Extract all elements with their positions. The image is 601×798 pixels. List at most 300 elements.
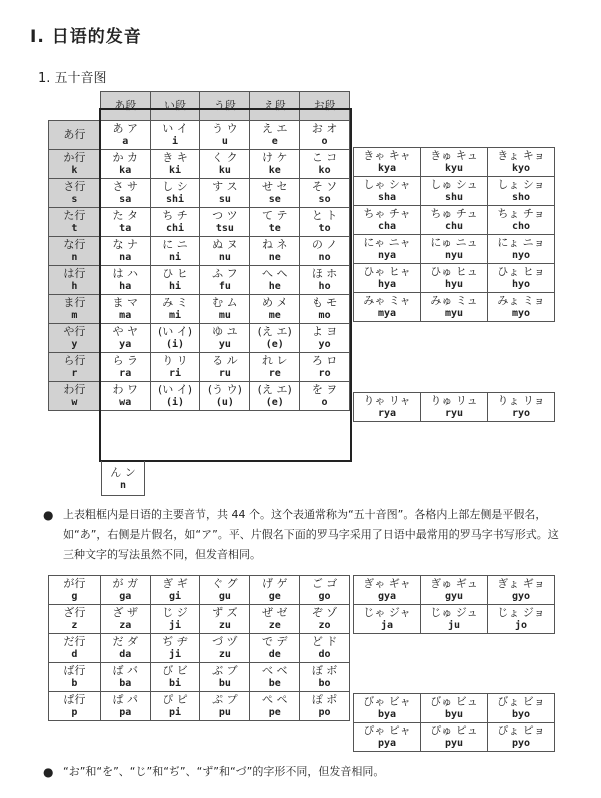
- kana-cell-roma: ri: [169, 367, 182, 379]
- kana-cell: [488, 694, 555, 723]
- kana-cell: [250, 381, 300, 410]
- kana-cell: [150, 381, 200, 410]
- kana-cell-roma: (i): [166, 396, 185, 408]
- kana-cell-kana: だ ダ: [112, 635, 138, 648]
- kana-cell-roma: ho: [318, 280, 331, 292]
- row-header-kana: た行: [63, 208, 86, 222]
- kana-cell-roma: pi: [169, 707, 182, 718]
- kana-cell-kana: び ビ: [162, 664, 188, 677]
- kana-cell-kana: ぴゃ ピャ: [363, 724, 411, 737]
- table-row: [354, 264, 555, 293]
- row-header-roma: r: [71, 367, 78, 379]
- kana-cell-roma: ku: [218, 164, 231, 176]
- kana-cell-kana: ぎゃ ギャ: [363, 577, 411, 590]
- kana-cell-kana: りゅ リュ: [430, 394, 478, 407]
- kana-cell-kana: さ サ: [112, 179, 138, 193]
- kana-cell-kana: ど ド: [311, 635, 338, 648]
- kana-cell: [488, 206, 555, 235]
- row-header: [49, 634, 101, 663]
- row-header-kana: ま行: [63, 295, 86, 309]
- kana-cell: [354, 148, 421, 177]
- kana-cell-roma: ge: [268, 591, 281, 602]
- kana-cell: [354, 235, 421, 264]
- note-1: [43, 505, 563, 565]
- kana-cell: [200, 149, 250, 178]
- kana-cell-kana: ちょ チョ: [497, 207, 545, 220]
- kana-cell: [250, 663, 300, 692]
- kana-cell-roma: ro: [318, 367, 331, 379]
- kana-cell: [200, 207, 250, 236]
- voiced-yoon-table: [353, 575, 555, 634]
- kana-cell-kana: にゅ ニュ: [430, 236, 478, 249]
- table-row: [49, 323, 350, 352]
- kana-cell: [200, 236, 250, 265]
- table-row: [354, 148, 555, 177]
- kana-cell: [354, 264, 421, 293]
- kana-cell: [200, 605, 250, 634]
- row-header-kana: な行: [63, 237, 86, 251]
- kana-cell-roma: kyu: [444, 163, 464, 174]
- table-row: [49, 576, 350, 605]
- kana-cell-roma: fu: [218, 280, 231, 292]
- row-header-kana: さ行: [63, 179, 86, 193]
- kana-cell: [200, 692, 250, 721]
- kana-cell-roma: ha: [119, 280, 132, 292]
- row-header-kana: ざ行: [63, 606, 86, 619]
- kana-cell-roma: gyo: [511, 591, 531, 602]
- kana-cell: [150, 692, 200, 721]
- kana-cell-roma: jo: [514, 620, 528, 631]
- kana-cell-kana: みょ ミョ: [497, 294, 545, 307]
- kana-cell-kana: (い イ): [157, 382, 193, 396]
- kana-cell: [300, 663, 350, 692]
- row-header: [49, 265, 101, 294]
- gojuon-table: [48, 91, 350, 411]
- kana-cell-kana: りゃ リャ: [363, 394, 411, 407]
- kana-cell: [250, 605, 300, 634]
- table-row: [354, 694, 555, 723]
- kana-cell-kana: う ウ: [212, 121, 238, 135]
- kana-cell-kana: きゃ キャ: [363, 149, 411, 162]
- kana-cell-kana: ぜ ゼ: [261, 606, 288, 619]
- kana-cell: [421, 148, 488, 177]
- kana-cell-kana: い イ: [162, 121, 188, 135]
- kana-cell-kana: ま マ: [112, 295, 138, 309]
- row-header-kana: ば行: [63, 664, 86, 677]
- kana-cell: [421, 177, 488, 206]
- kana-cell-kana: ひゅ ヒュ: [430, 265, 478, 278]
- kana-cell-kana: びゃ ビャ: [363, 695, 411, 708]
- kana-cell-roma: pa: [119, 707, 132, 718]
- table-row: [354, 393, 555, 422]
- kana-cell-kana: じ ジ: [162, 606, 188, 619]
- kana-cell: [300, 323, 350, 352]
- kana-cell: [200, 352, 250, 381]
- kana-cell: [150, 236, 200, 265]
- kana-cell-roma: do: [318, 649, 331, 660]
- kana-cell-roma: mo: [318, 309, 331, 321]
- kana-cell-kana: (う ウ): [207, 382, 242, 396]
- kana-cell-kana: ぴ ピ: [162, 693, 188, 706]
- kana-cell: [488, 605, 555, 634]
- kana-cell: [421, 694, 488, 723]
- kana-cell-roma: pu: [218, 707, 231, 718]
- kana-cell: [300, 178, 350, 207]
- table-row: [49, 149, 350, 178]
- kana-cell: [100, 120, 150, 149]
- kana-cell-kana: しょ ショ: [497, 178, 545, 191]
- kana-cell-kana: と ト: [311, 208, 338, 222]
- kana-cell-roma: ki: [169, 164, 182, 176]
- kana-cell-kana: ぼ ボ: [311, 664, 338, 677]
- kana-cell-roma: te: [268, 222, 281, 234]
- kana-cell: [300, 352, 350, 381]
- kana-cell-roma: za: [119, 620, 132, 631]
- kana-cell-roma: po: [318, 707, 331, 718]
- kana-cell: [150, 120, 200, 149]
- kana-cell-kana: た タ: [112, 208, 138, 222]
- kana-cell-kana: ぱ パ: [112, 693, 138, 706]
- kana-cell-kana: ろ ロ: [311, 353, 338, 367]
- kana-cell-roma: nu: [218, 251, 231, 263]
- kana-cell-roma: ni: [169, 251, 182, 263]
- kana-cell-kana: る ル: [212, 353, 238, 367]
- kana-cell: [300, 294, 350, 323]
- kana-cell: [100, 605, 150, 634]
- kana-cell-roma: cho: [511, 221, 531, 232]
- kana-cell: [150, 605, 200, 634]
- kana-cell-kana: ぢ ヂ: [162, 635, 188, 648]
- kana-cell-kana: て テ: [261, 208, 288, 222]
- note-2-text: “お”和“を”、“じ”和“ぢ”、“ず”和“づ”的字形不同，但发音相同。: [63, 765, 385, 778]
- kana-cell-kana: ず ズ: [212, 606, 238, 619]
- kana-cell-kana: が ガ: [112, 577, 138, 590]
- kana-cell-kana: よ ヨ: [311, 324, 338, 338]
- kana-cell-kana: ぶ ブ: [212, 664, 238, 677]
- kana-cell: [300, 149, 350, 178]
- row-header-roma: m: [71, 309, 78, 321]
- kana-cell-roma: kya: [377, 163, 397, 174]
- kana-cell: [100, 149, 150, 178]
- kana-cell: [250, 265, 300, 294]
- kana-cell-kana: す ス: [212, 179, 238, 193]
- kana-cell-roma: shu: [444, 192, 464, 203]
- kana-cell: [354, 293, 421, 322]
- kana-cell-roma: gi: [169, 591, 182, 602]
- kana-cell-roma: yo: [318, 338, 331, 350]
- row-header: [49, 663, 101, 692]
- kana-cell: [100, 323, 150, 352]
- kana-cell-roma: a: [122, 135, 129, 147]
- kana-cell-roma: se: [268, 193, 281, 205]
- kana-cell: [300, 576, 350, 605]
- kana-cell-roma: ma: [119, 309, 132, 321]
- kana-cell-roma: so: [318, 193, 331, 205]
- kana-cell-roma: pya: [377, 738, 397, 749]
- kana-cell-kana: ふ フ: [212, 266, 238, 280]
- kana-cell: [150, 323, 200, 352]
- kana-cell: [150, 265, 200, 294]
- kana-cell: [150, 576, 200, 605]
- kana-cell-roma: ta: [119, 222, 132, 234]
- corner-blank: [49, 92, 101, 121]
- kana-cell-kana: しゅ シュ: [430, 178, 478, 191]
- kana-cell: [250, 634, 300, 663]
- row-header-roma: t: [71, 222, 78, 234]
- kana-cell-kana: ぐ グ: [212, 577, 238, 590]
- kana-cell: [421, 264, 488, 293]
- row-header-kana: や行: [63, 324, 86, 338]
- kana-cell: [100, 576, 150, 605]
- kana-cell-roma: myo: [511, 308, 531, 319]
- kana-cell: [421, 235, 488, 264]
- voiced-yoon-b-table: [353, 693, 555, 752]
- row-header: [49, 323, 101, 352]
- kana-cell: [300, 634, 350, 663]
- kana-cell: [421, 206, 488, 235]
- row-header: [49, 294, 101, 323]
- row-header-kana: か行: [63, 150, 86, 164]
- row-header-kana: だ行: [63, 635, 86, 648]
- kana-cell: [200, 634, 250, 663]
- kana-cell-kana: にゃ ニャ: [363, 236, 411, 249]
- row-header-kana: あ行: [63, 128, 86, 141]
- table-row: [354, 723, 555, 752]
- kana-cell-kana: みゅ ミュ: [430, 294, 478, 307]
- kana-cell-roma: ka: [119, 164, 132, 176]
- kana-cell-kana: ひ ヒ: [162, 266, 188, 280]
- kana-cell: [488, 264, 555, 293]
- kana-cell-kana: え エ: [261, 121, 288, 135]
- kana-cell: [250, 149, 300, 178]
- kana-cell-kana: せ セ: [261, 179, 288, 193]
- kana-cell: [100, 692, 150, 721]
- kana-cell-kana: びょ ビョ: [497, 695, 545, 708]
- row-header-roma: k: [71, 164, 78, 176]
- kana-cell: [300, 605, 350, 634]
- kana-cell: [421, 393, 488, 422]
- kana-cell-kana: びゅ ビュ: [430, 695, 478, 708]
- table-row: [49, 120, 350, 149]
- kana-cell-kana: じゅ ジュ: [430, 606, 478, 619]
- kana-cell: [488, 177, 555, 206]
- row-header-kana: ぱ行: [63, 693, 86, 706]
- note-1-text: 上表粗框内是日语的主要音节，共 44 个。这个表通常称为“五十音图”。各格内上部左侧是平假名，如“あ”，右侧是片假名，如“ア”。平、片假名下面的罗马字采用了日语中最常用的罗马字书写形式。这三种文字的写法虽然不同，但发音相同。: [63, 508, 559, 561]
- row-header-roma: h: [71, 280, 78, 292]
- kana-cell: [150, 294, 200, 323]
- row-header-roma: b: [71, 678, 78, 689]
- kana-cell-roma: shi: [166, 193, 185, 205]
- kana-cell-kana: お オ: [311, 121, 338, 135]
- kana-cell: [300, 692, 350, 721]
- column-header: お段: [300, 92, 350, 121]
- kana-cell: [100, 634, 150, 663]
- kana-cell-kana: ぽ ポ: [311, 693, 338, 706]
- kana-cell-kana: ぎ ギ: [162, 577, 188, 590]
- kana-cell-roma: bi: [169, 678, 182, 689]
- n-kana: ん ン: [110, 466, 136, 479]
- kana-cell-roma: ji: [169, 649, 182, 660]
- kana-cell-roma: chu: [444, 221, 464, 232]
- kana-cell: [150, 352, 200, 381]
- kana-cell: [200, 294, 250, 323]
- kana-cell-kana: ば バ: [112, 664, 138, 677]
- table-row: [49, 265, 350, 294]
- kana-cell-roma: myu: [444, 308, 464, 319]
- kana-cell: [200, 178, 250, 207]
- table-row: [354, 293, 555, 322]
- row-header-roma: w: [71, 396, 78, 408]
- kana-cell-kana: で デ: [261, 635, 288, 648]
- kana-cell-kana: きゅ キュ: [430, 149, 478, 162]
- kana-cell-kana: ゆ ユ: [212, 324, 238, 338]
- kana-cell-kana: わ ワ: [112, 382, 138, 396]
- row-header: [49, 692, 101, 721]
- kana-cell-kana: みゃ ミャ: [363, 294, 411, 307]
- kana-cell-roma: bya: [377, 709, 397, 720]
- table-row: [354, 206, 555, 235]
- kana-cell-roma: chi: [166, 222, 185, 234]
- kana-cell-kana: あ ア: [112, 121, 138, 135]
- column-header: あ段: [100, 92, 150, 121]
- kana-cell: [354, 723, 421, 752]
- row-header: [49, 352, 101, 381]
- kana-cell: [488, 235, 555, 264]
- kana-cell-kana: な ナ: [112, 237, 138, 251]
- kana-cell-roma: to: [318, 222, 331, 234]
- table-row: [354, 576, 555, 605]
- table-row: [49, 178, 350, 207]
- kana-cell: [354, 694, 421, 723]
- kana-cell-roma: su: [218, 193, 231, 205]
- kana-cell-kana: む ム: [212, 295, 238, 309]
- kana-cell: [100, 265, 150, 294]
- kana-cell-roma: da: [119, 649, 132, 660]
- kana-cell: [200, 663, 250, 692]
- kana-cell-roma: o: [321, 396, 328, 408]
- kana-cell: [250, 294, 300, 323]
- kana-cell-roma: he: [268, 280, 281, 292]
- kana-cell-kana: ほ ホ: [311, 266, 338, 280]
- kana-cell-roma: zu: [218, 649, 231, 660]
- kana-cell-kana: を ヲ: [311, 382, 338, 396]
- kana-cell: [100, 294, 150, 323]
- yoon-r-table: [353, 392, 555, 422]
- row-header-roma: n: [71, 251, 78, 263]
- column-header: う段: [200, 92, 250, 121]
- subsection-title: 1. 五十音图: [38, 71, 107, 86]
- kana-cell-kana: ぷ プ: [212, 693, 238, 706]
- kana-cell-roma: (e): [265, 396, 284, 408]
- table-row: [49, 294, 350, 323]
- row-header-roma: z: [71, 620, 78, 631]
- kana-cell-roma: gyu: [444, 591, 464, 602]
- kana-cell-roma: no: [318, 251, 331, 263]
- kana-cell: [100, 381, 150, 410]
- kana-cell-kana: じゃ ジャ: [363, 606, 411, 619]
- kana-cell-roma: hi: [169, 280, 182, 292]
- kana-cell-roma: mu: [218, 309, 231, 321]
- kana-cell-roma: hyu: [444, 279, 464, 290]
- kana-cell-roma: wa: [119, 396, 132, 408]
- kana-cell-roma: zu: [218, 620, 231, 631]
- row-header-roma: g: [71, 591, 78, 602]
- kana-cell: [100, 663, 150, 692]
- kana-cell-roma: gya: [377, 591, 397, 602]
- kana-cell-roma: pe: [268, 707, 281, 718]
- kana-cell: [421, 605, 488, 634]
- kana-cell: [200, 120, 250, 149]
- kana-cell: [300, 236, 350, 265]
- kana-cell-roma: hya: [377, 279, 397, 290]
- kana-cell-roma: ja: [380, 620, 394, 631]
- column-header: え段: [250, 92, 300, 121]
- table-row: [49, 236, 350, 265]
- row-header: [49, 207, 101, 236]
- row-header-kana: ら行: [63, 353, 86, 367]
- kana-cell: [100, 236, 150, 265]
- kana-cell: [100, 207, 150, 236]
- column-header: い段: [150, 92, 200, 121]
- kana-cell-kana: きょ キョ: [497, 149, 545, 162]
- kana-cell-roma: ba: [119, 678, 132, 689]
- table-row: [49, 692, 350, 721]
- kana-cell: [354, 206, 421, 235]
- kana-cell-kana: げ ゲ: [261, 577, 288, 590]
- kana-cell: [300, 120, 350, 149]
- kana-cell-kana: は ハ: [112, 266, 138, 280]
- kana-cell-kana: (い イ): [157, 324, 193, 338]
- kana-cell-roma: (e): [265, 338, 284, 350]
- row-header: [49, 178, 101, 207]
- kana-cell: [354, 393, 421, 422]
- kana-cell-roma: pyu: [444, 738, 464, 749]
- kana-cell-roma: kyo: [511, 163, 531, 174]
- kana-cell-kana: じょ ジョ: [497, 606, 545, 619]
- kana-cell: [200, 265, 250, 294]
- kana-cell-roma: yu: [218, 338, 231, 350]
- kana-cell-roma: gu: [218, 591, 231, 602]
- row-header-roma: p: [71, 707, 78, 718]
- kana-cell: [488, 293, 555, 322]
- kana-cell: [150, 663, 200, 692]
- kana-cell-roma: bu: [218, 678, 231, 689]
- kana-cell-roma: byo: [511, 709, 531, 720]
- kana-cell-kana: け ケ: [261, 150, 288, 164]
- kana-cell: [250, 207, 300, 236]
- kana-cell-kana: も モ: [311, 295, 338, 309]
- table-row: [354, 177, 555, 206]
- row-header-kana: が行: [63, 577, 86, 590]
- kana-cell-roma: ga: [119, 591, 132, 602]
- kana-cell-roma: pyo: [511, 738, 531, 749]
- row-header: [49, 149, 101, 178]
- kana-cell-roma: re: [268, 367, 281, 379]
- table-row: [49, 207, 350, 236]
- kana-cell-roma: e: [271, 135, 278, 147]
- row-header: [49, 236, 101, 265]
- kana-cell-roma: sho: [511, 192, 531, 203]
- section-title: Ⅰ. 日语的发音: [30, 27, 142, 47]
- kana-cell-kana: そ ソ: [311, 179, 338, 193]
- kana-cell-roma: ju: [447, 620, 461, 631]
- kana-cell-kana: ちゅ チュ: [430, 207, 478, 220]
- voiced-table: [48, 575, 350, 721]
- row-header-roma: d: [71, 649, 78, 660]
- table-row: [49, 352, 350, 381]
- kana-cell-roma: hyo: [511, 279, 531, 290]
- table-row: [49, 663, 350, 692]
